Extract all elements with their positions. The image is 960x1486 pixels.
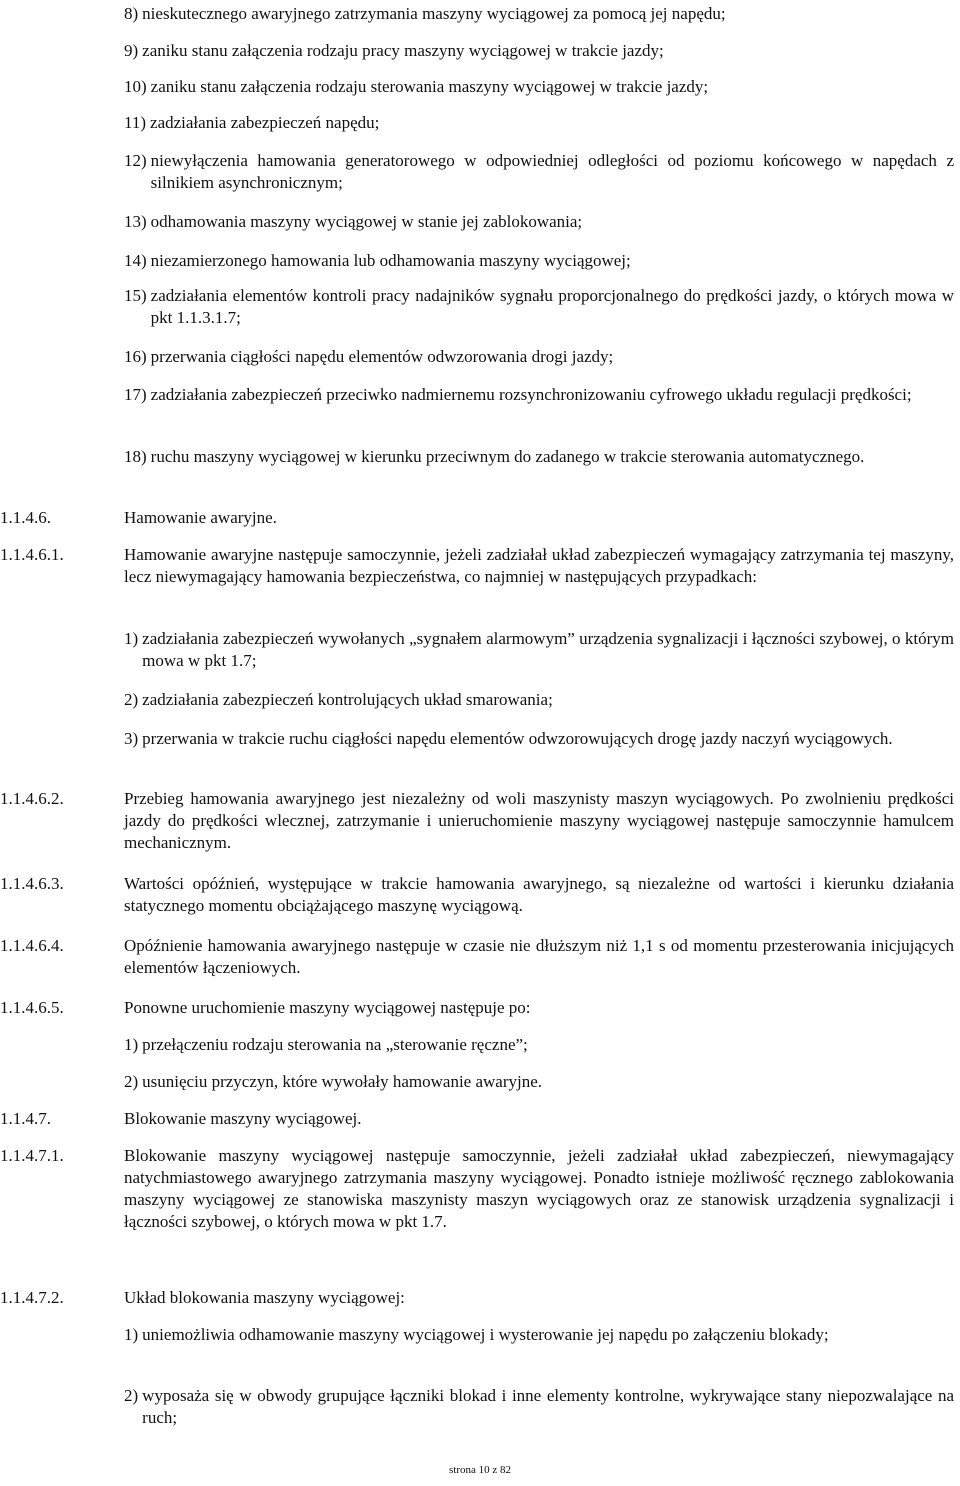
list-item xyxy=(124,689,954,711)
section-paragraph xyxy=(0,1287,954,1309)
list-item-text: uniemożliwia odhamowanie maszyny wyciągowej i wysterowanie jej napędu po załączeniu blokady; xyxy=(142,1325,829,1344)
list-item-number: 1) xyxy=(124,629,139,648)
list-item-number: 13) xyxy=(124,212,147,231)
list-item xyxy=(124,76,954,98)
list-item-text: niezamierzonego hamowania lub odhamowania maszyny wyciągowej; xyxy=(150,251,631,270)
list-item-number: 2) xyxy=(124,1386,139,1405)
list-item-number: 3) xyxy=(124,729,139,748)
section-paragraph xyxy=(0,544,954,588)
section-text: Przebieg hamowania awaryjnego jest niezależny od woli maszynisty maszyn wyciągowych. Po zwolnieniu prędkości jazdy do prędkości wlecznej, zatrzymanie i unieruchomienie maszyny wyciągowej następuje samoczynnie hamulcem mechanicznym. xyxy=(124,789,954,852)
section-text: Hamowanie awaryjne następuje samoczynnie, jeżeli zadziałał układ zabezpieczeń wymagający zatrzymania tej maszyny, lecz niewymagający hamowania bezpieczeństwa, co najmniej w następujących przypadkach: xyxy=(124,545,954,586)
section-text: Blokowanie maszyny wyciągowej. xyxy=(124,1109,362,1128)
list-item xyxy=(124,628,954,672)
list-item-number: 16) xyxy=(124,347,147,366)
page-number: strona 10 z 82 xyxy=(448,1464,511,1476)
section-heading xyxy=(0,1108,954,1130)
section-number: 1.1.4.7.2. xyxy=(0,1288,64,1307)
section-number: 1.1.4.7. xyxy=(0,1109,51,1128)
section-text: Hamowanie awaryjne. xyxy=(124,508,277,527)
list-item xyxy=(124,112,954,134)
section-number: 1.1.4.6.3. xyxy=(0,874,64,893)
list-item-text: zadziałania zabezpieczeń przeciwko nadmiernemu rozsynchronizowaniu cyfrowego układu regulacji prędkości; xyxy=(150,385,912,404)
list-item-number: 8) xyxy=(124,4,139,23)
section-paragraph xyxy=(0,788,954,854)
list-item xyxy=(124,150,954,194)
list-item xyxy=(124,728,954,750)
list-item-text: usunięciu przyczyn, które wywołały hamowanie awaryjne. xyxy=(142,1072,543,1091)
section-number: 1.1.4.7.1. xyxy=(0,1146,64,1165)
list-item-text: zadziałania zabezpieczeń napędu; xyxy=(150,113,380,132)
section-text: Opóźnienie hamowania awaryjnego następuje w czasie nie dłuższym niż 1,1 s od momentu przesterowania inicjujących elementów łączeniowych. xyxy=(124,936,954,977)
list-item xyxy=(124,446,954,468)
list-item-number: 1) xyxy=(124,1325,139,1344)
section-number: 1.1.4.6.2. xyxy=(0,789,64,808)
list-item-number: 10) xyxy=(124,77,147,96)
section-text: Wartości opóźnień, występujące w trakcie hamowania awaryjnego, są niezależne od wartości i kierunku działania statycznego momentu obciążającego maszynę wyciągową. xyxy=(124,874,954,915)
list-item xyxy=(124,250,954,272)
section-heading xyxy=(0,507,954,529)
list-item-number: 14) xyxy=(124,251,147,270)
list-item-number: 1) xyxy=(124,1035,139,1054)
list-item-number: 9) xyxy=(124,41,139,60)
section-number: 1.1.4.6. xyxy=(0,508,51,527)
list-item xyxy=(124,211,954,233)
list-item-text: wyposaża się w obwody grupujące łączniki blokad i inne elementy kontrolne, wykrywające stany niepozwalające na ruch; xyxy=(142,1386,954,1427)
list-item xyxy=(124,346,954,368)
list-item xyxy=(124,384,954,406)
section-text: Ponowne uruchomienie maszyny wyciągowej następuje po: xyxy=(124,998,531,1017)
section-text: Blokowanie maszyny wyciągowej następuje samoczynnie, jeżeli zadziałał układ zabezpieczeń, niewymagający natychmiastowego awaryjnego zatrzymania maszyny wyciągowej. Ponadto istnieje możliwość ręcznego zablokowania maszyny wyciągowej ze stanowiska maszynisty maszyn wyciągowych oraz ze stanowisk urządzenia sygnalizacji i łączności szybowej, o których mowa w pkt 1.7. xyxy=(124,1146,954,1231)
list-item-number: 18) xyxy=(124,447,147,466)
list-item-number: 2) xyxy=(124,690,139,709)
list-item xyxy=(124,1071,954,1093)
list-item-text: niewyłączenia hamowania generatorowego w odpowiedniej odległości od poziomu końcowego w napędach z silnikiem asynchronicznym; xyxy=(150,151,954,192)
section-number: 1.1.4.6.5. xyxy=(0,998,64,1017)
list-item xyxy=(124,3,954,25)
list-item-number: 2) xyxy=(124,1072,139,1091)
list-item xyxy=(124,40,954,62)
list-item-text: zadziałania zabezpieczeń wywołanych „sygnałem alarmowym” urządzenia sygnalizacji i łączności szybowej, o którym mowa w pkt 1.7; xyxy=(142,629,954,670)
list-item-text: przerwania w trakcie ruchu ciągłości napędu elementów odwzorowujących drogę jazdy naczyń wyciągowych. xyxy=(142,729,893,748)
list-item-number: 11) xyxy=(124,113,147,132)
section-paragraph xyxy=(0,1145,954,1233)
list-item-text: zadziałania elementów kontroli pracy nadajników sygnału proporcjonalnego do prędkości jazdy, o których mowa w pkt 1.1.3.1.7; xyxy=(150,286,954,327)
list-item-text: zaniku stanu załączenia rodzaju sterowania maszyny wyciągowej w trakcie jazdy; xyxy=(150,77,709,96)
section-paragraph xyxy=(0,873,954,917)
list-item-number: 12) xyxy=(124,151,147,170)
section-number: 1.1.4.6.1. xyxy=(0,545,64,564)
list-item xyxy=(124,1385,954,1429)
list-item-number: 15) xyxy=(124,286,147,305)
section-text: Układ blokowania maszyny wyciągowej: xyxy=(124,1288,405,1307)
list-item-text: przerwania ciągłości napędu elementów odwzorowania drogi jazdy; xyxy=(150,347,614,366)
list-item-text: zadziałania zabezpieczeń kontrolujących układ smarowania; xyxy=(142,690,553,709)
list-item-text: zaniku stanu załączenia rodzaju pracy maszyny wyciągowej w trakcie jazdy; xyxy=(142,41,664,60)
list-item-text: odhamowania maszyny wyciągowej w stanie jej zablokowania; xyxy=(150,212,583,231)
section-number: 1.1.4.6.4. xyxy=(0,936,64,955)
list-item xyxy=(124,1034,954,1056)
list-item-text: przełączeniu rodzaju sterowania na „sterowanie ręczne”; xyxy=(142,1035,528,1054)
section-paragraph xyxy=(0,997,954,1019)
list-item xyxy=(124,1324,954,1346)
section-paragraph xyxy=(0,935,954,979)
list-item-text: ruchu maszyny wyciągowej w kierunku przeciwnym do zadanego w trakcie sterowania automatycznego. xyxy=(150,447,865,466)
list-item-number: 17) xyxy=(124,385,147,404)
list-item-text: nieskutecznego awaryjnego zatrzymania maszyny wyciągowej za pomocą jej napędu; xyxy=(142,4,726,23)
list-item xyxy=(124,285,954,329)
